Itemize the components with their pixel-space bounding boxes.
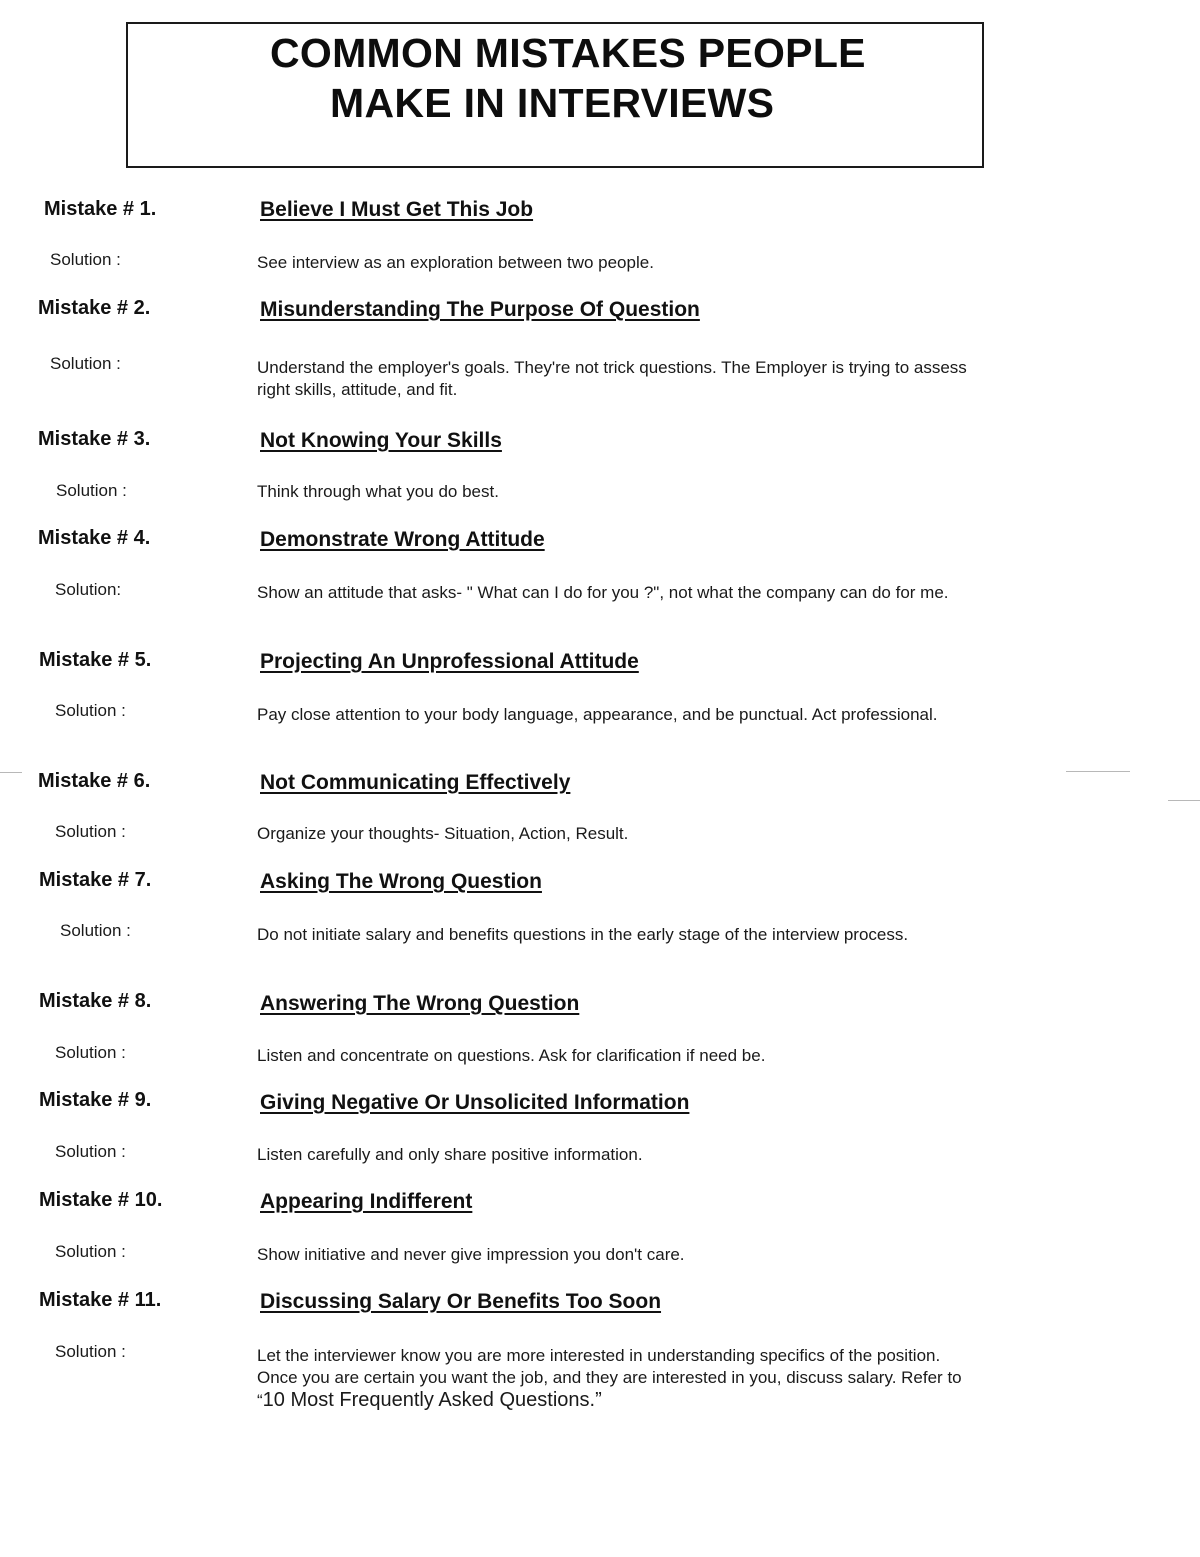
solution-label: Solution : [50, 354, 121, 373]
mistake-heading: Appearing Indifferent [260, 1190, 473, 1213]
mistake-label: Mistake # 5. [39, 649, 152, 671]
mistake-label: Mistake # 6. [38, 770, 151, 792]
mistake-heading: Answering The Wrong Question [260, 992, 580, 1015]
mistake-label: Mistake # 9. [39, 1089, 152, 1111]
solution-label: Solution : [55, 1342, 126, 1361]
solution-text [257, 1345, 977, 1412]
mistake-label: Mistake # 11. [39, 1289, 162, 1311]
mistake-label: Mistake # 7. [39, 869, 152, 891]
solution-label: Solution : [55, 1242, 126, 1261]
mistake-label: Mistake # 4. [38, 527, 151, 549]
mistake-label: Mistake # 1. [44, 198, 157, 220]
solution-label: Solution : [55, 1043, 126, 1062]
mistake-heading: Not Knowing Your Skills [260, 429, 502, 452]
solution-text: See interview as an exploration between two people. [257, 253, 654, 272]
solution-label: Solution : [50, 250, 121, 269]
scan-artifact [0, 772, 22, 773]
solution-label: Solution : [55, 822, 126, 841]
solution-label: Solution : [56, 481, 127, 500]
mistake-label: Mistake # 3. [38, 428, 151, 450]
mistake-heading: Projecting An Unprofessional Attitude [260, 650, 639, 673]
solution-text: Listen and concentrate on questions. Ask for clarification if need be. [257, 1046, 766, 1065]
mistake-heading: Discussing Salary Or Benefits Too Soon [260, 1290, 662, 1313]
solution-label: Solution : [55, 1142, 126, 1161]
mistake-heading: Not Communicating Effectively [260, 771, 571, 794]
solution-text: Understand the employer's goals. They're not trick questions. The Employer is trying to assess right skills, attitude, and fit. [257, 358, 967, 399]
solution-label: Solution : [60, 921, 131, 940]
solution-label: Solution : [55, 701, 126, 720]
mistake-label: Mistake # 2. [38, 297, 151, 319]
solution-text: Think through what you do best. [257, 482, 499, 501]
solution-text: Show an attitude that asks- " What can I do for you ?", not what the company can do for me. [257, 583, 949, 602]
solution-text: Do not initiate salary and benefits questions in the early stage of the interview process. [257, 925, 909, 944]
scan-artifact [1066, 771, 1130, 772]
solution-label: Solution: [55, 580, 122, 599]
scan-artifact [1168, 800, 1200, 801]
solution-reference: 10 Most Frequently Asked Questions.” [262, 1389, 602, 1411]
mistake-heading: Asking The Wrong Question [260, 870, 542, 893]
mistake-heading: Demonstrate Wrong Attitude [260, 528, 545, 551]
page-title-line-2: MAKE IN INTERVIEWS [330, 80, 775, 126]
solution-text: Organize your thoughts- Situation, Action, Result. [257, 824, 629, 843]
solution-text: Listen carefully and only share positive information. [257, 1145, 643, 1164]
mistake-heading: Misunderstanding The Purpose Of Question [260, 298, 700, 321]
page-title-line-1: COMMON MISTAKES PEOPLE [270, 30, 866, 76]
solution-text: Pay close attention to your body language, appearance, and be punctual. Act professional. [257, 705, 938, 724]
mistake-label: Mistake # 10. [39, 1189, 163, 1211]
solution-text: Show initiative and never give impression you don't care. [257, 1245, 685, 1264]
mistake-label: Mistake # 8. [39, 990, 152, 1012]
mistake-heading: Believe I Must Get This Job [260, 198, 534, 221]
mistake-heading: Giving Negative Or Unsolicited Information [260, 1091, 690, 1114]
solution-text-main: Let the interviewer know you are more interested in understanding specifics of the position. Once you are certain you want the job, and they are interested in you, discuss salary. Refer to “ [257, 1346, 962, 1410]
